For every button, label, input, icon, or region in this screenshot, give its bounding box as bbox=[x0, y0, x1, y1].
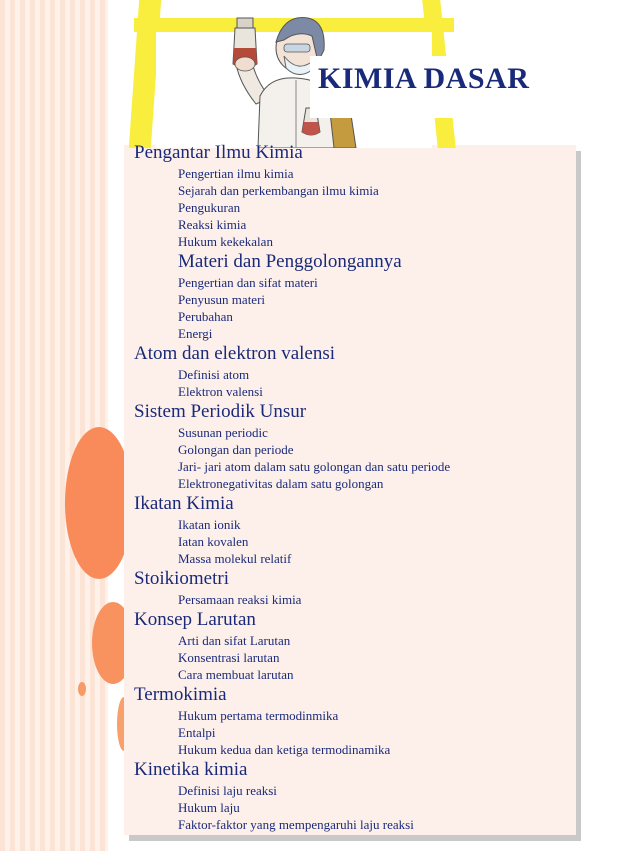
section-kinetika bbox=[134, 758, 574, 833]
section-heading: Stoikiometri bbox=[134, 568, 229, 589]
list-item: Perubahan bbox=[178, 309, 233, 324]
list-item: Cara membuat larutan bbox=[178, 667, 294, 682]
section-termokimia bbox=[134, 683, 574, 758]
list-item: Penyusun materi bbox=[178, 292, 266, 307]
section-heading: Sistem Periodik Unsur bbox=[134, 401, 307, 422]
list-item: Ikatan ionik bbox=[178, 517, 241, 532]
page-title: KIMIA DASAR bbox=[318, 62, 530, 95]
list-item: Iatan kovalen bbox=[178, 534, 249, 549]
decorative-stripes bbox=[0, 0, 108, 851]
section-heading: Materi dan Penggolongannya bbox=[178, 251, 402, 272]
section-sistem-periodik bbox=[134, 400, 574, 492]
syllabus-content bbox=[134, 141, 574, 833]
list-item: Pengertian dan sifat materi bbox=[178, 275, 318, 290]
section-items bbox=[134, 632, 574, 683]
list-item: Massa molekul relatif bbox=[178, 551, 292, 566]
section-heading: Atom dan elektron valensi bbox=[134, 343, 336, 364]
list-item: Definisi laju reaksi bbox=[178, 783, 277, 798]
section-items bbox=[134, 782, 574, 833]
list-item: Jari- jari atom dalam satu golongan dan satu periode bbox=[178, 459, 451, 474]
section-items bbox=[134, 165, 574, 250]
list-item: Reaksi kimia bbox=[178, 217, 247, 232]
list-item: Pengukuran bbox=[178, 200, 241, 215]
list-item: Hukum kekekalan bbox=[178, 234, 273, 249]
section-heading: Pengantar Ilmu Kimia bbox=[134, 142, 303, 163]
list-item: Konsentrasi larutan bbox=[178, 650, 280, 665]
section-materi bbox=[134, 250, 574, 342]
section-items bbox=[134, 591, 574, 608]
section-ikatan bbox=[134, 492, 574, 567]
section-atom bbox=[134, 342, 574, 400]
list-item: Pengertian ilmu kimia bbox=[178, 166, 294, 181]
section-items bbox=[134, 424, 574, 492]
section-heading: Ikatan Kimia bbox=[134, 493, 234, 514]
list-item: Elektronegativitas dalam satu golongan bbox=[178, 476, 384, 491]
list-item: Golongan dan periode bbox=[178, 442, 294, 457]
decorative-circle-large bbox=[65, 427, 133, 579]
list-item: Hukum kedua dan ketiga termodinamika bbox=[178, 742, 391, 757]
section-heading: Kinetika kimia bbox=[134, 759, 248, 780]
section-pengantar bbox=[134, 141, 574, 250]
decorative-circle-tiny bbox=[78, 682, 86, 696]
section-items bbox=[134, 516, 574, 567]
list-item: Elektron valensi bbox=[178, 384, 263, 399]
section-heading: Termokimia bbox=[134, 684, 227, 705]
section-items bbox=[134, 274, 574, 342]
list-item: Susunan periodic bbox=[178, 425, 268, 440]
section-items bbox=[134, 707, 574, 758]
list-item: Hukum laju bbox=[178, 800, 240, 815]
section-larutan bbox=[134, 608, 574, 683]
list-item: Persamaan reaksi kimia bbox=[178, 592, 302, 607]
section-stoikiometri bbox=[134, 567, 574, 608]
list-item: Arti dan sifat Larutan bbox=[178, 633, 291, 648]
list-item: Entalpi bbox=[178, 725, 216, 740]
list-item: Sejarah dan perkembangan ilmu kimia bbox=[178, 183, 379, 198]
list-item: Hukum pertama termodinmika bbox=[178, 708, 339, 723]
section-items bbox=[134, 366, 574, 400]
section-heading: Konsep Larutan bbox=[134, 609, 256, 630]
list-item: Energi bbox=[178, 326, 213, 341]
list-item: Definisi atom bbox=[178, 367, 250, 382]
list-item: Faktor-faktor yang mempengaruhi laju reaksi bbox=[178, 817, 414, 832]
